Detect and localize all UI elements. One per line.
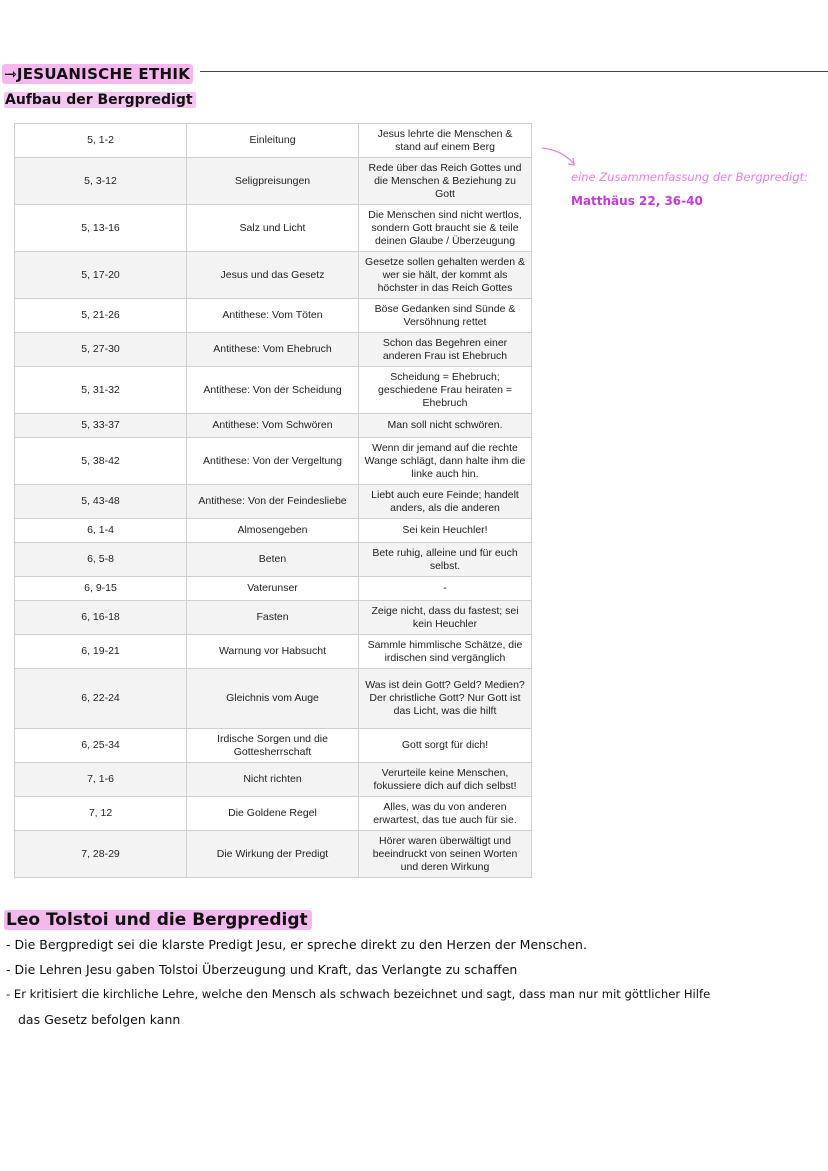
table-row [15,635,532,669]
table-row [15,485,532,519]
description-cell: Sei kein Heuchler! [359,519,532,543]
curved-arrow-icon [540,144,580,170]
topic-cell: Irdische Sorgen und die Gottesherrschaft [187,729,359,763]
description-cell: Sammle himmlische Schätze, die irdischen sind vergänglich [359,635,532,669]
topic-cell: Seligpreisungen [187,158,359,205]
table-row [15,252,532,299]
main-heading-text: JESUANISCHE ETHIK [16,65,191,83]
verse-reference-cell: 6, 9-15 [15,577,187,601]
table-row [15,797,532,831]
table-row [15,205,532,252]
description-cell: Wenn dir jemand auf die rechte Wange schlägt, dann halte ihm die linke auch hin. [359,438,532,485]
table-row [15,831,532,878]
description-cell: - [359,577,532,601]
description-cell: Schon das Begehren einer anderen Frau ist Ehebruch [359,333,532,367]
table-row [15,729,532,763]
description-cell: Jesus lehrte die Menschen & stand auf einem Berg [359,124,532,158]
main-heading [0,64,197,84]
verse-reference-cell: 7, 12 [15,797,187,831]
topic-cell: Antithese: Von der Feindesliebe [187,485,359,519]
description-cell: Alles, was du von anderen erwartest, das tue auch für sie. [359,797,532,831]
table-row [15,763,532,797]
verse-reference-cell: 5, 3-12 [15,158,187,205]
topic-cell: Almosengeben [187,519,359,543]
section-subheading [4,92,196,108]
description-cell: Scheidung = Ehebruch; geschiedene Frau heiraten = Ehebruch [359,367,532,414]
verse-reference-cell: 6, 19-21 [15,635,187,669]
tolstoi-bullet: - Die Lehren Jesu gaben Tolstoi Überzeugung und Kraft, das Verlangte zu schaffen [6,962,518,977]
subheading-text: Aufbau der Bergpredigt [4,92,196,108]
tolstoi-heading-text: Leo Tolstoi und die Bergpredigt [4,910,312,930]
verse-reference-cell: 5, 21-26 [15,299,187,333]
tolstoi-bullet: - Er kritisiert die kirchliche Lehre, welche den Mensch als schwach bezeichnet und sagt, dass man nur mit göttlicher Hilfe [6,987,711,1001]
verse-reference-cell: 5, 1-2 [15,124,187,158]
description-cell: Zeige nicht, dass du fastest; sei kein Heuchler [359,601,532,635]
tolstoi-bullet: - Die Bergpredigt sei die klarste Predigt Jesu, er spreche direkt zu den Herzen der Menschen. [6,937,587,952]
table-row [15,299,532,333]
topic-cell: Fasten [187,601,359,635]
table-body [15,124,532,878]
description-cell: Gesetze sollen gehalten werden & wer sie hält, der kommt als höchster in das Reich Gottes [359,252,532,299]
topic-cell: Antithese: Vom Ehebruch [187,333,359,367]
topic-cell: Antithese: Von der Scheidung [187,367,359,414]
table-row [15,577,532,601]
verse-reference-cell: 5, 38-42 [15,438,187,485]
verse-reference-cell: 7, 28-29 [15,831,187,878]
table-row [15,333,532,367]
table-row [15,438,532,485]
tolstoi-heading [4,910,312,930]
arrow-icon: ⇾ [4,65,17,83]
topic-cell: Die Wirkung der Predigt [187,831,359,878]
topic-cell: Gleichnis vom Auge [187,669,359,729]
table-row [15,519,532,543]
verse-reference-cell: 6, 22-24 [15,669,187,729]
table-row [15,124,532,158]
description-cell: Verurteile keine Menschen, fokussiere dich auf dich selbst! [359,763,532,797]
description-cell: Man soll nicht schwören. [359,414,532,438]
verse-reference-cell: 5, 13-16 [15,205,187,252]
verse-reference-cell: 5, 17-20 [15,252,187,299]
verse-reference-cell: 5, 43-48 [15,485,187,519]
table-row [15,414,532,438]
topic-cell: Die Goldene Regel [187,797,359,831]
summary-reference: Matthäus 22, 36-40 [571,194,703,208]
verse-reference-cell: 5, 31-32 [15,367,187,414]
description-cell: Die Menschen sind nicht wertlos, sondern Gott braucht sie & teile deinen Glaube / Überzeugung [359,205,532,252]
verse-reference-cell: 6, 5-8 [15,543,187,577]
verse-reference-cell: 5, 27-30 [15,333,187,367]
topic-cell: Antithese: Von der Vergeltung [187,438,359,485]
topic-cell: Vaterunser [187,577,359,601]
description-cell: Rede über das Reich Gottes und die Menschen & Beziehung zu Gott [359,158,532,205]
description-cell: Gott sorgt für dich! [359,729,532,763]
verse-reference-cell: 6, 16-18 [15,601,187,635]
topic-cell: Antithese: Vom Schwören [187,414,359,438]
description-cell: Hörer waren überwältigt und beeindruckt von seinen Worten und deren Wirkung [359,831,532,878]
table-row [15,601,532,635]
topic-cell: Jesus und das Gesetz [187,252,359,299]
summary-note: eine Zusammenfassung der Bergpredigt: [571,170,808,184]
topic-cell: Warnung vor Habsucht [187,635,359,669]
sermon-structure-table [14,123,532,878]
topic-cell: Einleitung [187,124,359,158]
description-cell: Liebt auch eure Feinde; handelt anders, als die anderen [359,485,532,519]
table-row [15,367,532,414]
heading-divider [200,71,828,72]
topic-cell: Salz und Licht [187,205,359,252]
topic-cell: Nicht richten [187,763,359,797]
verse-reference-cell: 6, 1-4 [15,519,187,543]
topic-cell: Antithese: Vom Töten [187,299,359,333]
tolstoi-bullet-continuation: das Gesetz befolgen kann [18,1012,181,1027]
table-row [15,158,532,205]
verse-reference-cell: 6, 25-34 [15,729,187,763]
table-row [15,669,532,729]
verse-reference-cell: 5, 33-37 [15,414,187,438]
topic-cell: Beten [187,543,359,577]
verse-reference-cell: 7, 1-6 [15,763,187,797]
table-row [15,543,532,577]
description-cell: Böse Gedanken sind Sünde & Versöhnung rettet [359,299,532,333]
description-cell: Bete ruhig, alleine und für euch selbst. [359,543,532,577]
description-cell: Was ist dein Gott? Geld? Medien? Der christliche Gott? Nur Gott ist das Licht, was die hilft [359,669,532,729]
